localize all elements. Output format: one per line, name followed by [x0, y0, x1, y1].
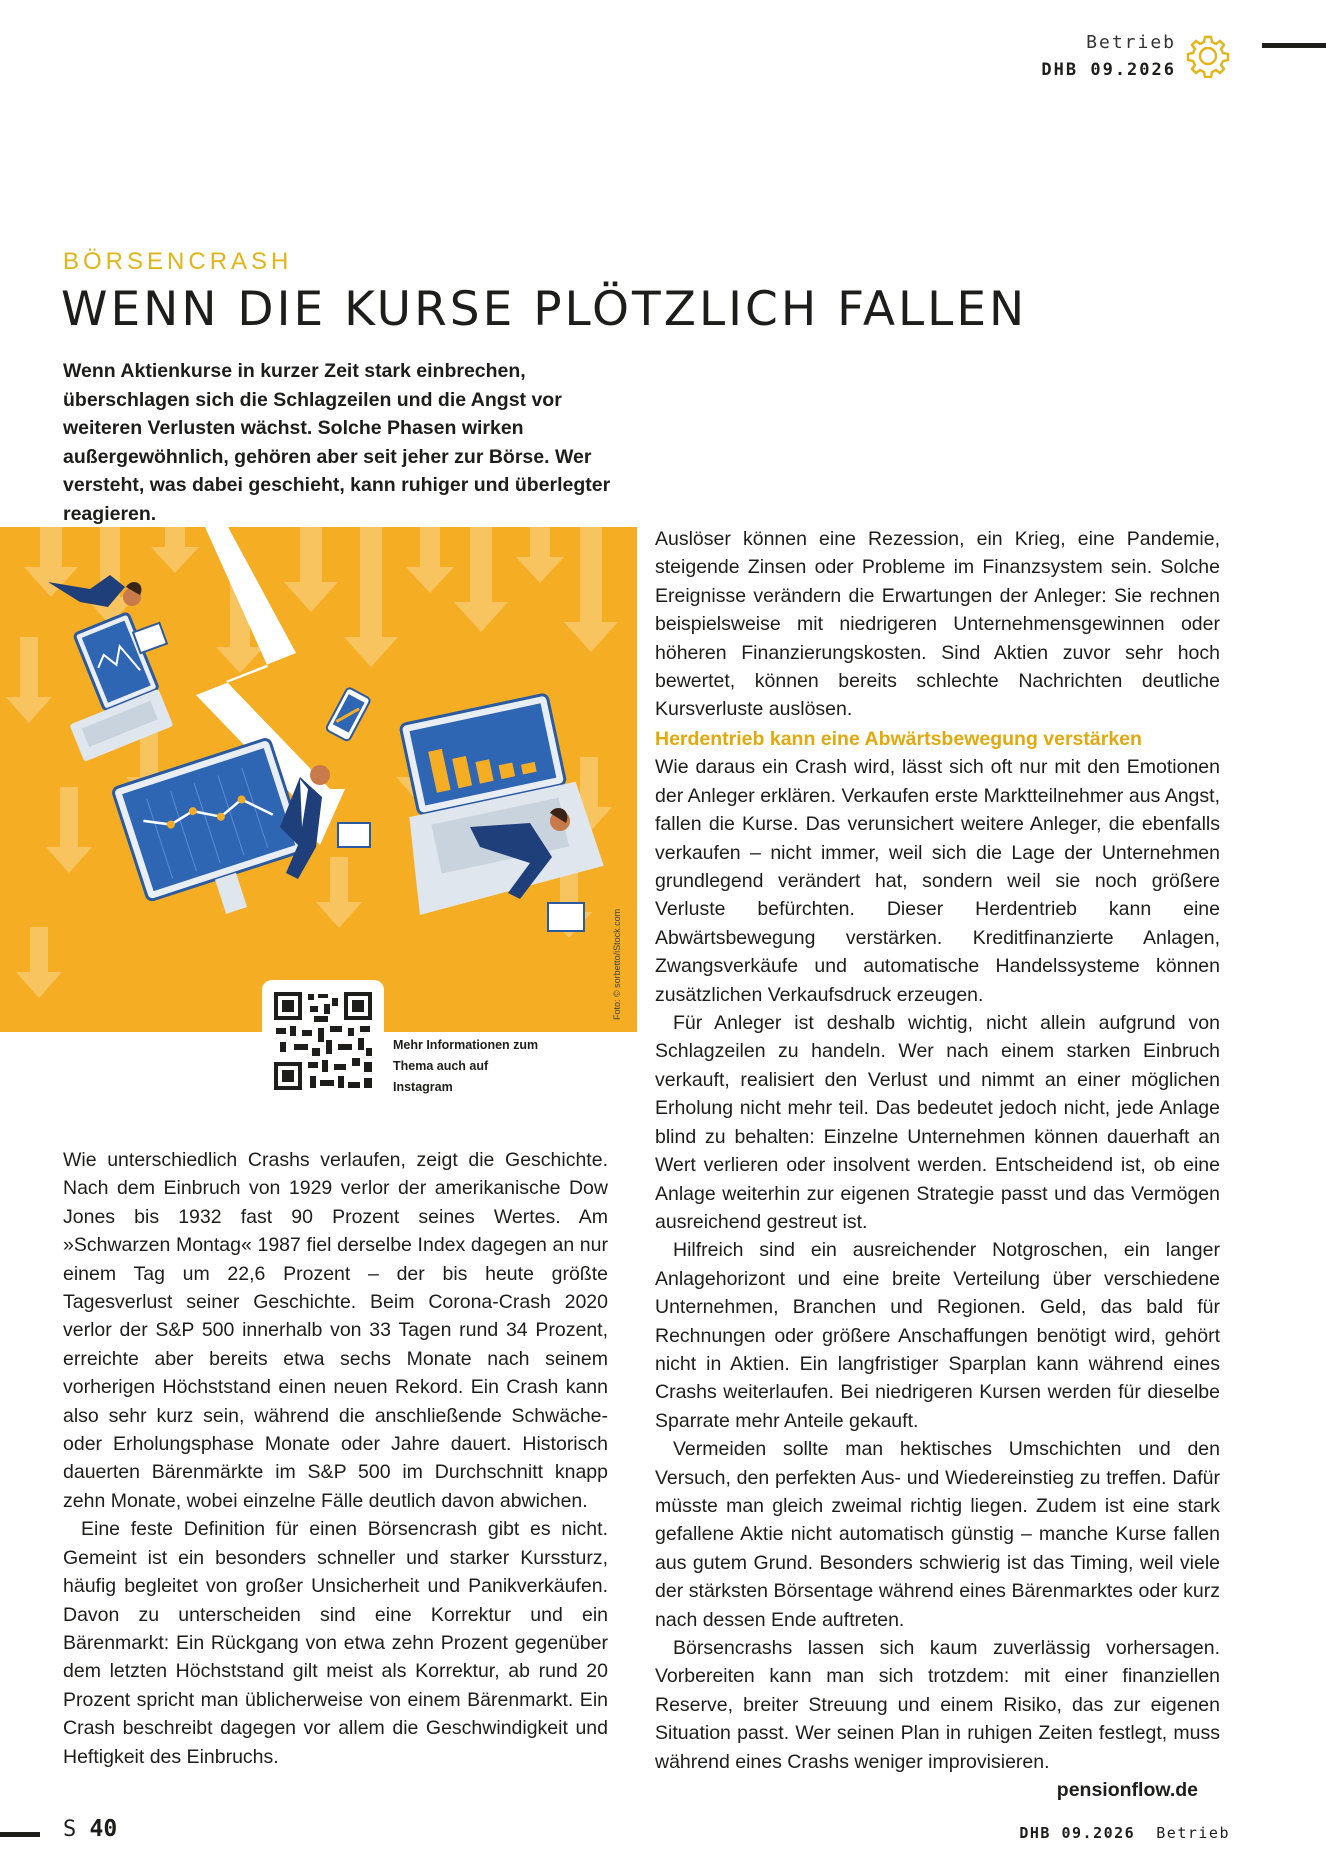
header-section-label: Betrieb: [1086, 32, 1176, 53]
left-paragraph: Wie unterschiedlich Crashs verlaufen, zeigt die Geschichte. Nach dem Einbruch von 1929 verlor der amerikanische Dow Jones bis 1932 fast 90 Prozent seines Wertes. Am »Schwarzen Montag« 1987 fiel derselbe Index dagegen an nur einem Tag um 22,6 Prozent – der bis heute größte Tagesverlust seiner Geschichte. Beim Corona-Crash 2020 verlor der S&P 500 innerhalb von 33 Tagen rund 34 Prozent, erreichte aber bereits etwa sechs Monate nach seinem vorherigen Höchststand einen neuen Rekord. Ein Crash kann also sehr kurz sein, während die anschließende Schwäche- oder Erholungsphase Monate oder Jahre dauert. Historisch dauerten Bärenmärkte im S&P 500 im Durchschnitt knapp zehn Monate, wobei einzelne Fälle deutlich davon abwichen.: [63, 1149, 608, 1512]
article-title: WENN DIE KURSE PLÖTZLICH FALLEN: [61, 282, 1028, 337]
header-issue-label: DHB 09.2026: [1041, 60, 1176, 80]
article-lead: Wenn Aktienkurse in kurzer Zeit stark einbrechen, überschlagen sich die Schlagzeilen und die Angst vor weiteren Verlusten wächst. Solche Phasen wirken außergewöhnlich, gehören aber seit jeher zur Börse. Wer versteht, was dabei geschieht, kann ruhiger und überlegter reagieren.: [63, 360, 611, 525]
left-paragraph: Eine feste Definition für einen Börsencrash gibt es nicht. Gemeint ist ein besonders schneller und starker Kurssturz, häufig begleitet von großer Unsicherheit und Panikverkäufen. Davon zu unterscheiden sind eine Korrektur und ein Bärenmarkt: Ein Rückgang von etwa zehn Prozent gegenüber dem letzten Höchststand gilt meist als Korrektur, ab rund 20 Prozent spricht man üblicherweise von einem Bärenmarkt. Ein Crash beschreibt dagegen vor allem die Geschwindigkeit und Heftigkeit des Einbruchs.: [63, 1518, 608, 1768]
crash-illustration: [0, 527, 637, 1032]
page-number-value: 40: [89, 1816, 118, 1842]
gear-icon: [1186, 34, 1230, 78]
right-paragraph: Für Anleger ist deshalb wichtig, nicht allein aufgrund von Schlagzeilen zu handeln. Wer nach einem starken Einbruch verkauft, realisiert den Verlust und nimmt an einer möglichen Erholung nicht mehr teil. Das bedeutet jedoch nicht, jede Anlage blind zu behalten: Einzelne Unternehmen können dauerhaft an Wert verlieren oder insolvent werden. Entscheidend ist, ob eine Anlage weiterhin zur eigenen Strategie passt und das Vermögen ausreichend gestreut ist.: [655, 1012, 1220, 1233]
qr-caption: Mehr Informationen zum Thema auch auf Instagram: [393, 1038, 539, 1094]
left-column: [63, 1146, 608, 1771]
photo-credit: Foto: © sorbetto/iStock.com: [612, 908, 622, 1020]
article-kicker: BÖRSENCRASH: [63, 248, 293, 275]
footer-section-label: Betrieb: [1156, 1824, 1230, 1842]
footer-issue-label: DHB 09.2026: [1019, 1824, 1136, 1842]
right-paragraph: Börsencrashs lassen sich kaum zuverlässig vorhersagen. Vorbereiten kann man sich trotzdem: mit einer finanziellen Reserve, breiter Streuung und einem Risiko, das zur eigenen Situation passt. Wer seinen Plan in ruhigen Zeiten festlegt, muss während eines Crashs weniger improvisieren.: [655, 1637, 1220, 1773]
right-paragraph-last: [655, 1634, 1220, 1802]
footer-rule: [0, 1832, 40, 1837]
right-column-intro: [655, 525, 1220, 724]
right-paragraph: Wie daraus ein Crash wird, lässt sich oft nur mit den Emotionen der Anleger erklären. Verkaufen erste Marktteilnehmer aus Angst, fallen die Kurse. Das verunsichert weitere Anleger, die ebenfalls verkaufen – nicht immer, weil sich die Lage der Unternehmen grundlegend verändert hat, sondern weil sie noch größere Verluste befürchten. Dieser Herdentrieb kann eine Abwärtsbewegung verstärken. Kreditfinanzierte Anlagen, Zwangsverkäufe und automatische Handelssysteme können zusätzlichen Verkaufsdruck erzeugen.: [655, 756, 1220, 1006]
page-prefix: S: [63, 1817, 77, 1842]
right-paragraph: Vermeiden sollte man hektisches Umschichten und den Versuch, den perfekten Aus- und Wiedereinstieg zu treffen. Dafür müsste man gleich zweimal richtig liegen. Zudem ist eine stark gefallene Aktie nicht automatisch günstig – manche Kurse fallen aus gutem Grund. Besonders schwierig ist das Timing, weil viele der stärksten Börsentage während eines Bärenmarktes oder kurz nach dessen Ende auftreten.: [655, 1438, 1220, 1631]
header-rule: [1262, 43, 1326, 48]
page-number: [63, 1816, 117, 1842]
right-column-main: [655, 725, 1220, 1804]
right-intro-paragraph: Auslöser können eine Rezession, ein Krieg, eine Pandemie, steigende Zinsen oder Probleme im Finanzsystem sein. Solche Ereignisse verändern die Erwartungen der Anleger: Sie rechnen beispielsweise mit niedrigeren Unternehmensgewinnen oder höheren Finanzierungskosten. Sind Aktien zuvor sehr hoch bewertet, können bereits schlechte Nachrichten deutliche Kursverluste auslösen.: [655, 528, 1220, 721]
subheading: Herdentrieb kann eine Abwärtsbewegung verstärken: [655, 728, 1142, 750]
source-link[interactable]: pensionflow.de: [1056, 1779, 1198, 1802]
right-paragraph: Hilfreich sind ein ausreichender Notgroschen, ein langer Anlagehorizont und eine breite Verteilung über verschiedene Unternehmen, Branchen und Regionen. Geld, das bald für Rechnungen oder größere Anschaffungen benötigt wird, gehört nicht in Aktien. Ein langfristiger Sparplan kann während eines Crashs weiterlaufen. Bei niedrigeren Kursen werden für dieselbe Sparrate mehr Anteile gekauft.: [655, 1239, 1220, 1432]
qr-code[interactable]: [262, 980, 384, 1102]
footer-issue: [1019, 1824, 1230, 1842]
